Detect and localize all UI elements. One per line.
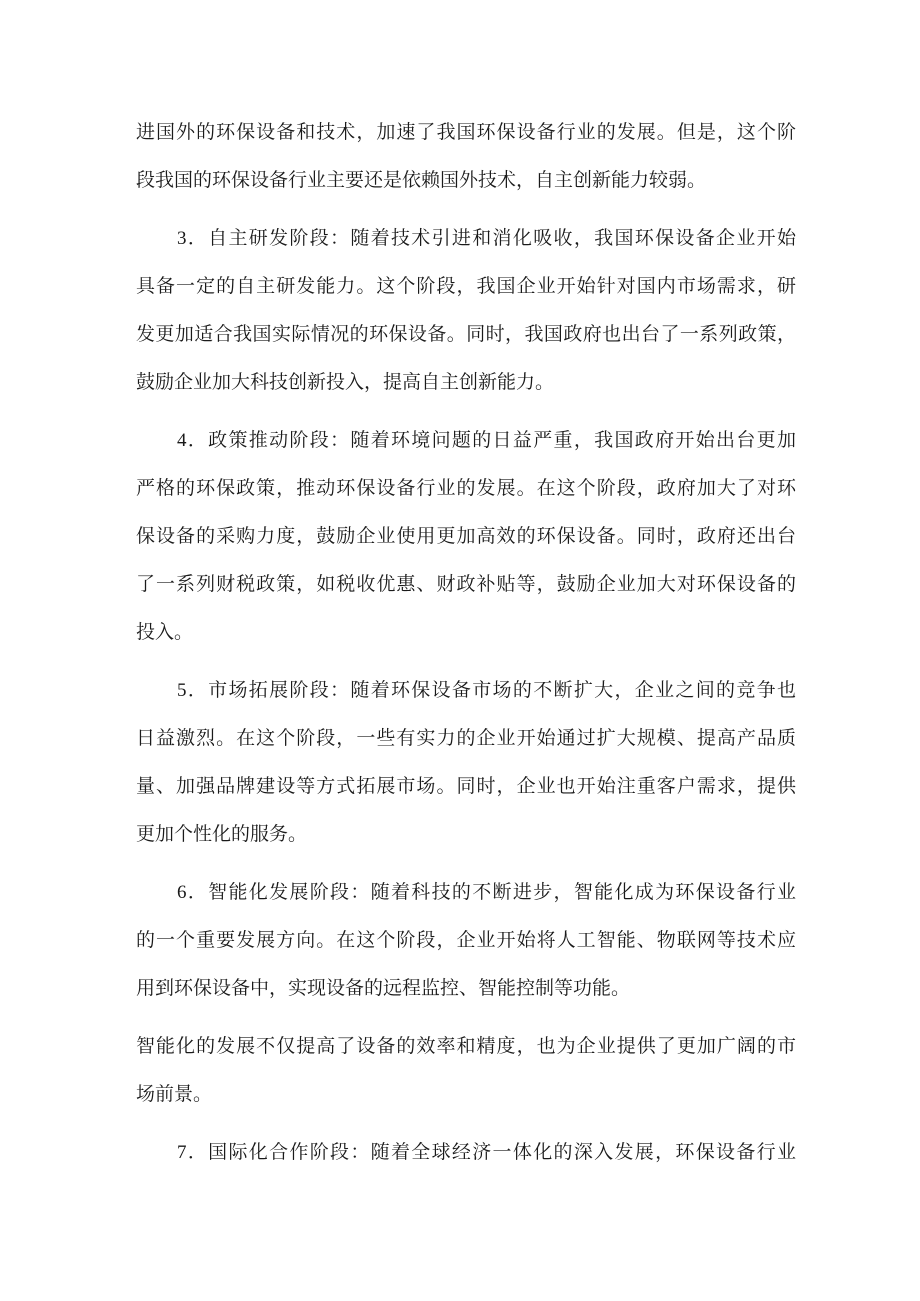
- paragraph-line: 发更加适合我国实际情况的环保设备。同时，我国政府也出台了一系列政策，: [136, 323, 796, 345]
- paragraph-line: 智能化的发展不仅提高了设备的效率和精度，也为企业提供了更加广阔的市: [136, 1035, 796, 1057]
- paragraph-number: 5: [177, 680, 187, 701]
- paragraph-line: 进国外的环保设备和技术，加速了我国环保设备行业的发展。但是，这个阶: [136, 121, 796, 143]
- paragraph-line: 鼓励企业加大科技创新投入，提高自主创新能力。: [136, 371, 555, 393]
- paragraph-line: [177, 1132, 796, 1172]
- paragraph-line: 保设备的采购力度，鼓励企业使用更加高效的环保设备。同时，政府还出台: [136, 525, 796, 547]
- paragraph-line: 了一系列财税政策，如税收优惠、财政补贴等，鼓励企业加大对环保设备的: [136, 573, 796, 595]
- paragraph-text: ．政策推动阶段：随着环境问题的日益严重，我国政府开始出台更加: [186, 429, 796, 451]
- paragraph-line: [177, 218, 796, 258]
- paragraph-line: [177, 872, 796, 912]
- paragraph-text: ．国际化合作阶段：随着全球经济一体化的深入发展，环保设备行业: [186, 1141, 796, 1163]
- paragraph-number: 4: [177, 430, 187, 451]
- paragraph-line: 场前景。: [136, 1083, 213, 1105]
- paragraph-line: 具备一定的自主研发能力。这个阶段，我国企业开始针对国内市场需求，研: [136, 275, 796, 297]
- paragraph-text: ．市场拓展阶段：随着环保设备市场的不断扩大，企业之间的竞争也: [186, 679, 796, 701]
- paragraph-number: 6: [177, 882, 187, 903]
- paragraph-line: 的一个重要发展方向。在这个阶段，企业开始将人工智能、物联网等技术应: [136, 929, 796, 951]
- paragraph-line: 量、加强品牌建设等方式拓展市场。同时，企业也开始注重客户需求，提供: [136, 775, 796, 797]
- paragraph-line: [177, 670, 796, 710]
- paragraph-line: 段我国的环保设备行业主要还是依赖国外技术，自主创新能力较弱。: [136, 169, 707, 191]
- paragraph-line: 用到环保设备中，实现设备的远程监控、智能控制等功能。: [136, 977, 631, 999]
- paragraph-line: 严格的环保政策，推动环保设备行业的发展。在这个阶段，政府加大了对环: [136, 477, 796, 499]
- paragraph-line: 投入。: [136, 621, 194, 643]
- paragraph-line: 日益激烈。在这个阶段，一些有实力的企业开始通过扩大规模、提高产品质: [136, 727, 796, 749]
- paragraph-number: 3: [177, 228, 187, 249]
- paragraph-line: [177, 420, 796, 460]
- paragraph-line: 更加个性化的服务。: [136, 823, 308, 845]
- paragraph-text: ．自主研发阶段：随着技术引进和消化吸收，我国环保设备企业开始: [186, 227, 796, 249]
- paragraph-text: ．智能化发展阶段：随着科技的不断进步，智能化成为环保设备行业: [186, 881, 796, 903]
- paragraph-number: 7: [177, 1142, 187, 1163]
